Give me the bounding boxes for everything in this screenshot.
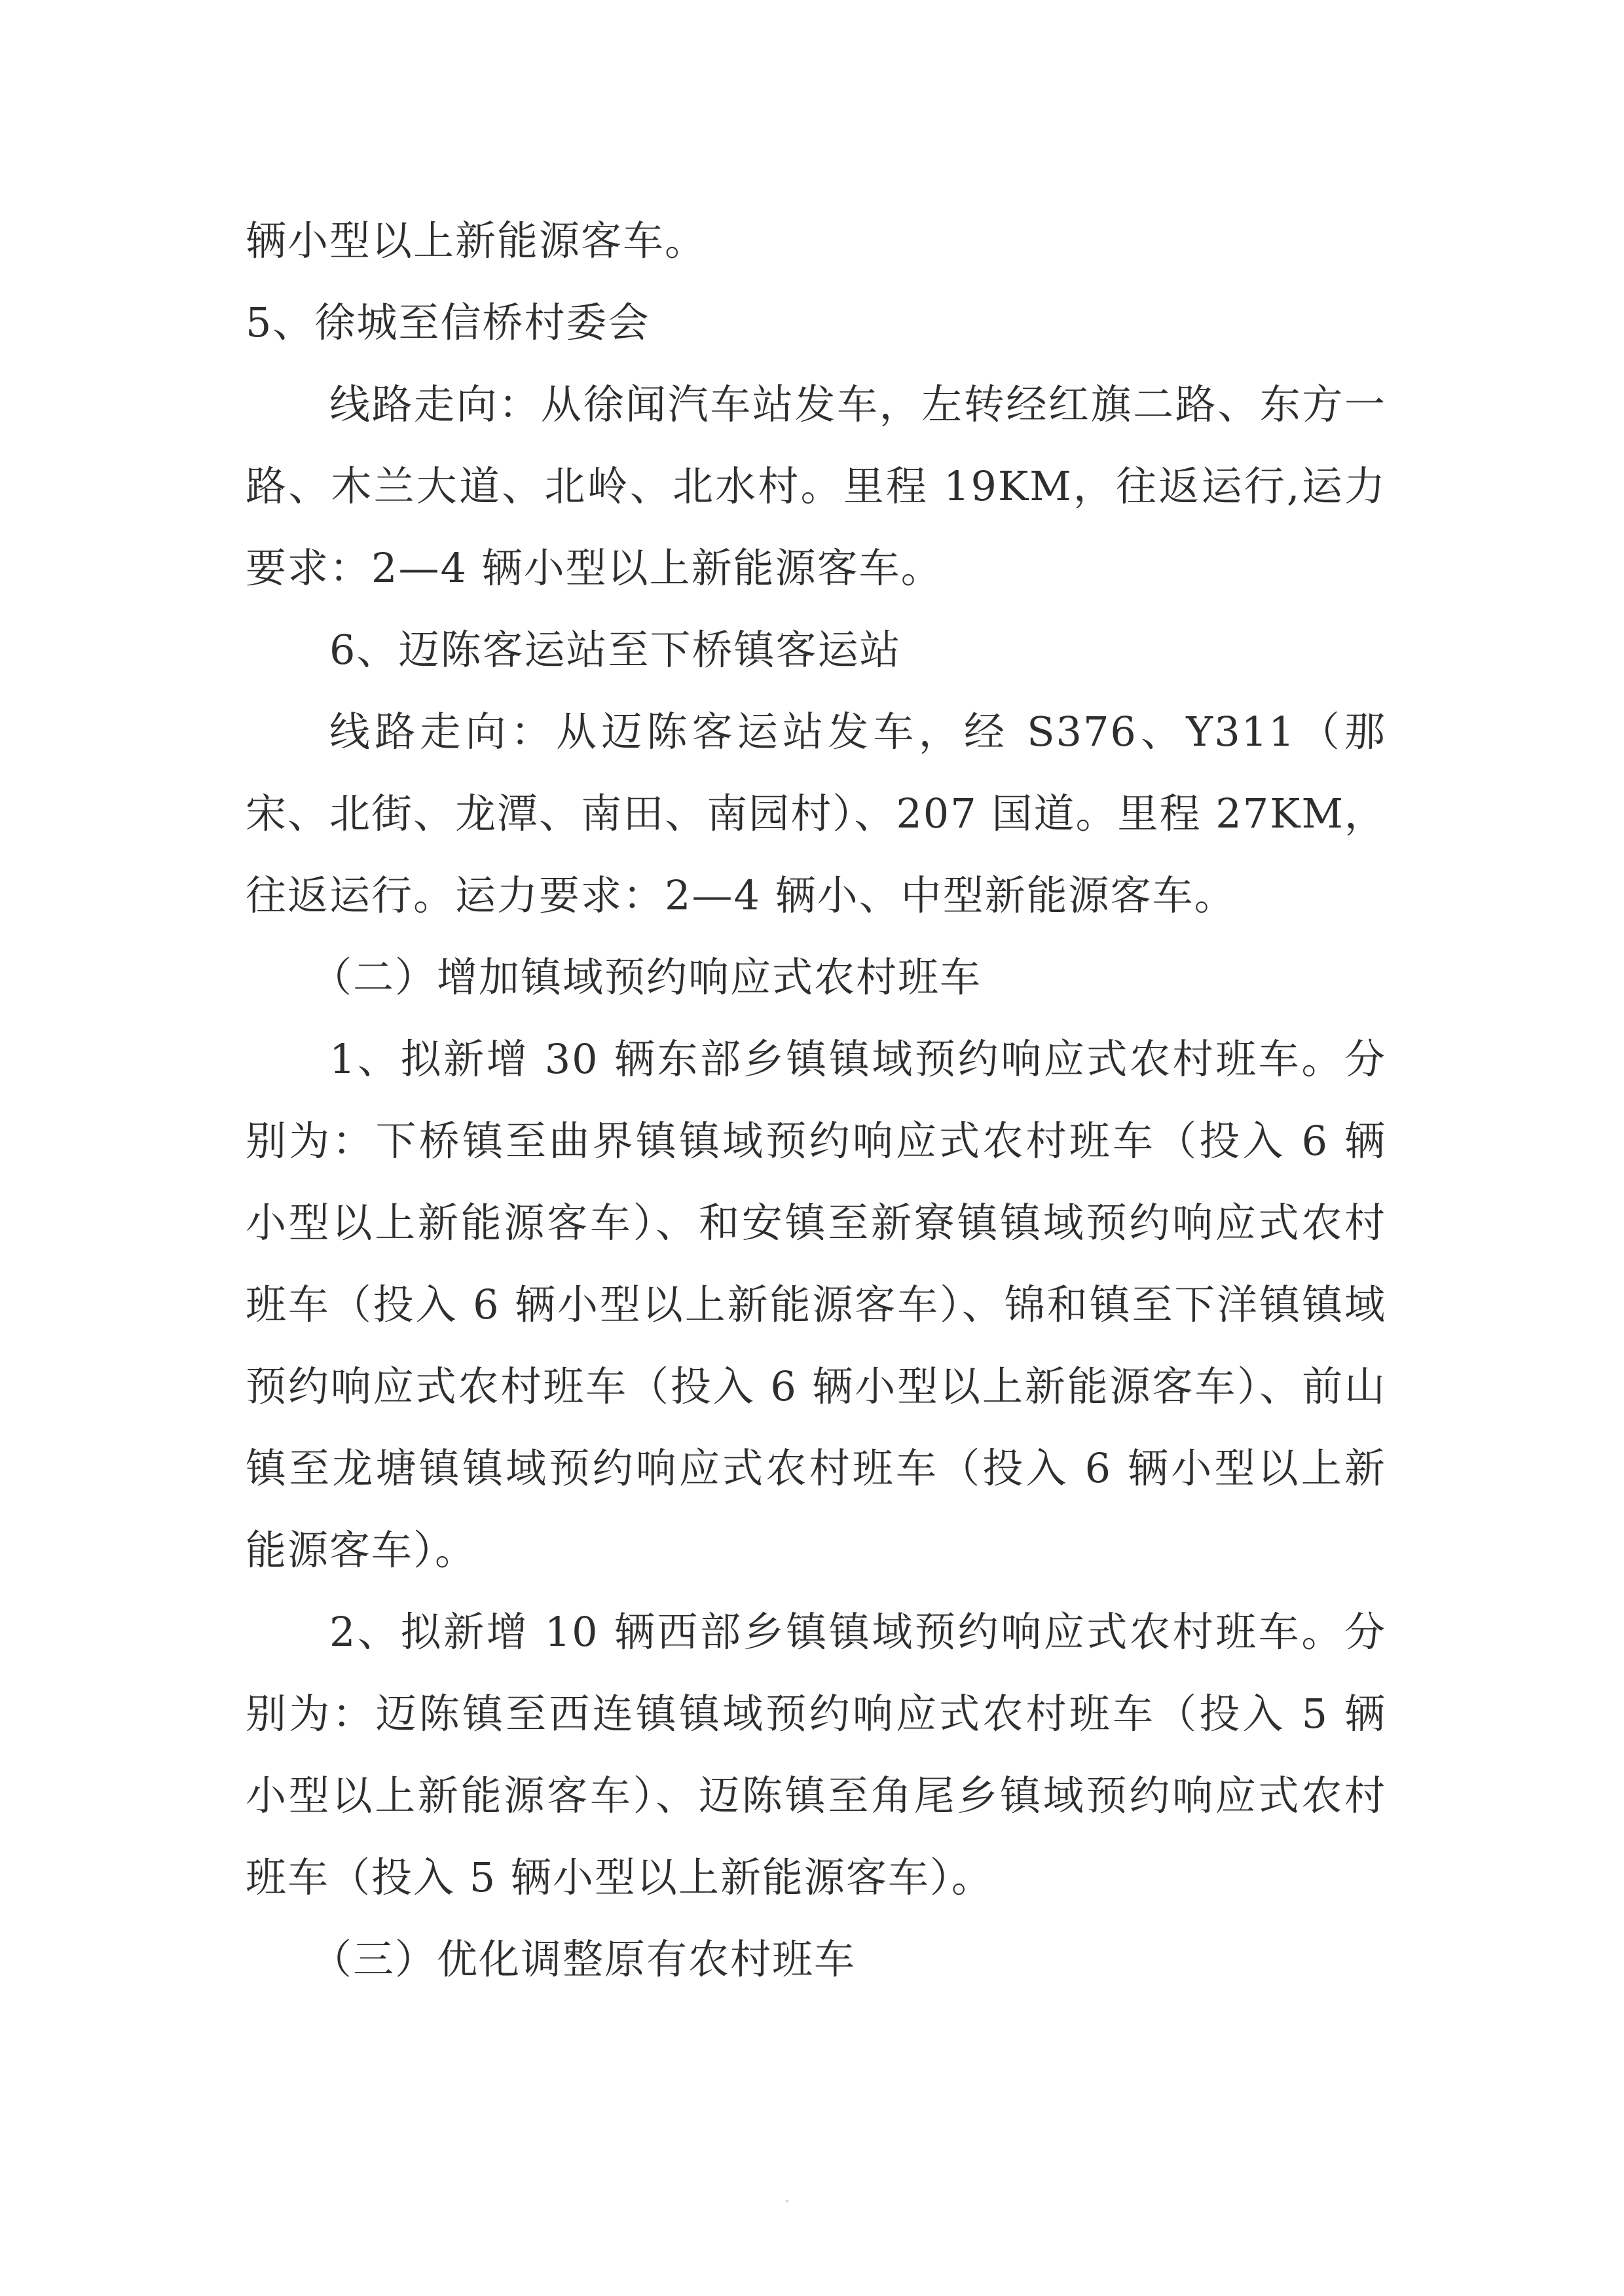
west-township-buses-paragraph: 2、拟新增 10 辆西部乡镇镇域预约响应式农村班车。分别为：迈陈镇至西连镇镇域预约响应式农村班车（投入 5 辆小型以上新能源客车）、迈陈镇至角尾乡镇域预约响应式农村班车（投入 5 辆小型以上新能源客车）。	[246, 1608, 1386, 1901]
scan-speck	[786, 2200, 788, 2202]
route-heading-5: 5、徐城至信桥村委会	[246, 299, 650, 346]
section-heading-2: （二）增加镇域预约响应式农村班车	[311, 953, 982, 1001]
document-page	[246, 200, 1386, 2000]
section-heading-3: （三）优化调整原有农村班车	[311, 1935, 857, 1983]
route-heading-6: 6、迈陈客运站至下桥镇客运站	[329, 626, 902, 674]
paragraph-continuation: 辆小型以上新能源客车。	[246, 217, 707, 264]
route-5-description: 线路走向：从徐闻汽车站发车，左转经红旗二路、东方一路、木兰大道、北岭、北水村。里程 19KM，往返运行,运力要求：2—4 辆小型以上新能源客车。	[246, 380, 1386, 592]
route-6-description: 线路走向：从迈陈客运站发车，经 S376、Y311（那宋、北街、龙潭、南田、南园村）、207 国道。里程 27KM，往返运行。运力要求：2—4 辆小、中型新能源客车。	[246, 708, 1386, 919]
east-township-buses-paragraph: 1、拟新增 30 辆东部乡镇镇域预约响应式农村班车。分别为：下桥镇至曲界镇镇域预约响应式农村班车（投入 6 辆小型以上新能源客车）、和安镇至新寮镇镇域预约响应式农村班车（投入 6 辆小型以上新能源客车）、锦和镇至下洋镇镇域预约响应式农村班车（投入 6 辆小型以上新能源客车）、前山镇至龙塘镇镇域预约响应式农村班车（投入 6 辆小型以上新能源客车）。	[246, 1035, 1386, 1574]
